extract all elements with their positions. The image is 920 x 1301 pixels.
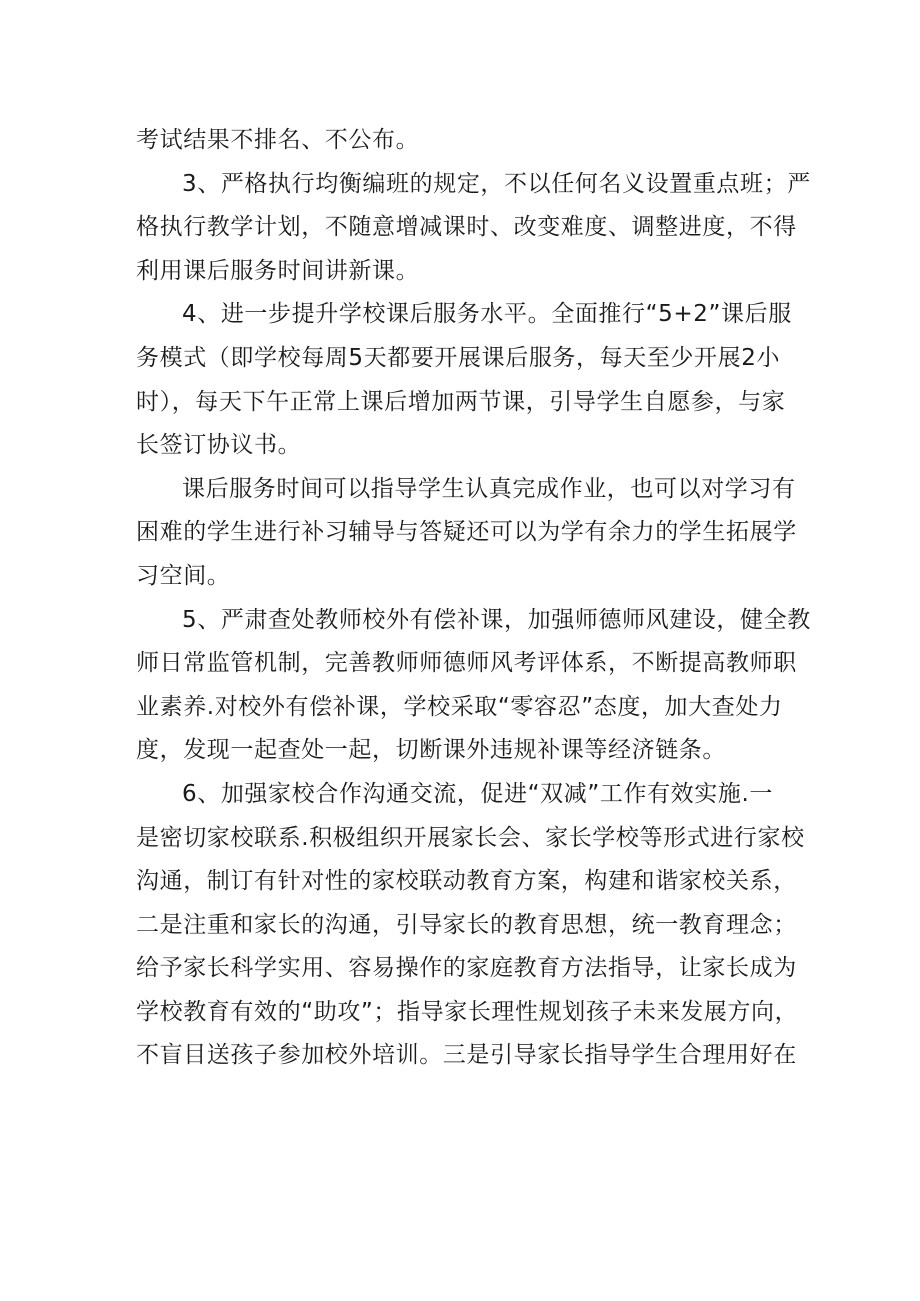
text-line: 沟通，制订有针对性的家校联动教育方案，构建和谐家校关系， [136,868,797,895]
paragraph-item-5-start: 5、严肃查处教师校外有偿补课，加强师德师风建设，健全教 [182,606,811,633]
paragraph-after-school-start: 课后服务时间可以指导学生认真完成作业，也可以对学习有 [182,475,796,502]
text-line: 是密切家校联系.积极组织开展家长会、家长学校等形式进行家校 [136,824,805,851]
text-line: 格执行教学计划，不随意增减课时、改变难度、调整进度，不得 [136,214,797,241]
text-line: 给予家长科学实用、容易操作的家庭教育方法指导，让家长成为 [136,955,797,982]
text-line: 考试结果不排名、不公布。 [136,127,420,153]
paragraph-item-6-start: 6、加强家校合作沟通交流，促进“双减”工作有效实施.一 [182,780,773,807]
text-line: 二是注重和家长的沟通，引导家长的教育思想，统一教育理念； [136,911,797,938]
text-line: 业素养.对校外有偿补课，学校采取“零容忍”态度，加大查处力 [136,693,783,720]
text-line: 时），每天下午正常上课后增加两节课，引导学生自愿参，与家 [136,388,786,415]
text-line: 度，发现一起查处一起，切断课外违规补课等经济链条。 [136,737,726,764]
text-line: 利用课后服务时间讲新课。 [136,257,420,284]
text-line: 师日常监管机制，完善教师师德师风考评体系，不断提高教师职 [136,650,797,677]
text-line: 务模式（即学校每周5天都要开展课后服务，每天至少开展2小 [136,344,781,371]
text-line: 习空间。 [136,562,231,589]
document-body [136,119,811,1078]
paragraph-item-4-start: 4、进一步提升学校课后服务水平。全面推行“5+2”课后服 [182,301,792,328]
text-line: 学校教育有效的“助攻”；指导家长理性规划孩子未来发展方向， [136,998,799,1025]
paragraph-item-3-start: 3、严格执行均衡编班的规定，不以任何名义设置重点班；严 [182,170,811,197]
text-line: 长签订协议书。 [136,432,302,459]
text-line: 困难的学生进行补习辅导与答疑还可以为学有余力的学生拓展学 [136,519,797,546]
text-line: 不盲目送孩子参加校外培训。三是引导家长指导学生合理用好在 [136,1042,797,1069]
